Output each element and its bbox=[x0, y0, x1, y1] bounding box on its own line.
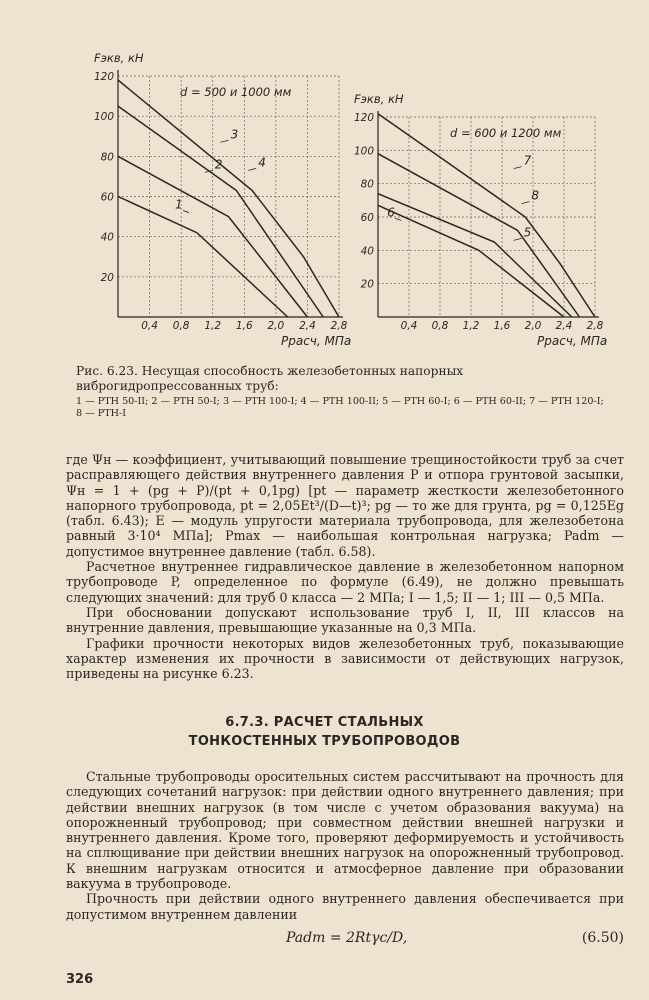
series-label-leader bbox=[521, 202, 529, 204]
section-heading-line1: 6.7.3. РАСЧЕТ СТАЛЬНЫХ bbox=[225, 715, 424, 730]
chart-title: d = 500 и 1000 мм bbox=[180, 85, 292, 99]
formula-6-50 bbox=[66, 930, 624, 950]
chart-title: d = 600 и 1200 мм bbox=[450, 126, 562, 140]
series-label-leader bbox=[221, 140, 229, 142]
paragraph: Стальные трубопроводы оросительных систем рассчитывают на прочность для следующих сочетаний нагрузок: при действии одного внутреннего давления; при действии внешних нагрузок (в том числе с учетом образования вакуума) на опорожненный трубопровод; при совместном действии внешней нагрузки и внутреннего давления. Кроме того, проверяют деформируемость и устойчивость на сплющивание при действии внешних нагрузок на опорожненный трубопровод. К внешним нагрузкам относится и атмосферное давление при образовании вакуума в трубопроводе. bbox=[66, 769, 624, 892]
series-label: 5 bbox=[523, 225, 532, 240]
y-tick-label: 40 bbox=[360, 245, 374, 258]
section-heading-line2: ТОНКОСТЕННЫХ ТРУБОПРОВОДОВ bbox=[188, 734, 461, 749]
series-label: 6 bbox=[387, 205, 395, 220]
paragraph: Расчетное внутреннее гидравлическое давление в железобетонном напорном трубопроводе P, определенное по формуле (6.49), не должно превышать следующих значений: для труб 0 класса — 2 МПа; I — 1,5; II — 1; III — 0,5 МПа. bbox=[66, 559, 624, 605]
y-tick-label: 120 bbox=[353, 112, 374, 124]
series-line bbox=[378, 194, 572, 317]
series-label: 3 bbox=[230, 127, 239, 142]
main-text bbox=[66, 452, 624, 681]
paragraph: где Ψн — коэффициент, учитывающий повышение трещиностойкости труб за счет расправляющего действия внутреннего давления P и отпора грунтовой засыпки, Ψн = 1 + (pg + P)/(pt + 0,1pg) [pt — параметр жесткости железобетонного напорного трубопровода, pt = 2,05Et³/(D—t)³; pg — то же для грунта, pg = 0,125Eg (табл. 6.43); E — модуль упругости материала трубопровода, для железобетона равный 3·10⁴ МПа]; Pmax — наибольшая контрольная нагрузка; Padm — допустимое внутреннее давление (табл. 6.58). bbox=[66, 452, 624, 559]
formula-number: (6.50) bbox=[581, 930, 624, 946]
y-axis-label: Fэкв, кН bbox=[94, 51, 144, 65]
x-tick-label: 1,2 bbox=[462, 320, 480, 332]
y-tick-label: 60 bbox=[100, 191, 114, 204]
y-tick-label: 100 bbox=[93, 111, 114, 124]
chart-right bbox=[354, 92, 607, 348]
x-axis-label: Pрасч, МПа bbox=[281, 334, 352, 348]
x-tick-label: 1,6 bbox=[235, 320, 253, 332]
series-line bbox=[378, 114, 595, 317]
x-tick-label: 2,8 bbox=[586, 320, 604, 332]
y-tick-label: 80 bbox=[100, 151, 114, 164]
y-tick-label: 20 bbox=[360, 278, 374, 291]
series-label: 4 bbox=[258, 155, 266, 170]
series-line bbox=[118, 197, 288, 318]
series-label-leader bbox=[183, 211, 189, 213]
x-tick-label: 0,8 bbox=[431, 320, 449, 332]
y-tick-label: 20 bbox=[100, 271, 114, 284]
series-label: 2 bbox=[214, 157, 223, 172]
paragraph: Прочность при действии одного внутреннего давления обеспечивается при допустимом внутреннем давлении bbox=[66, 891, 624, 922]
series-label-leader bbox=[395, 218, 401, 220]
chart-left bbox=[94, 51, 351, 348]
series-label: 7 bbox=[523, 153, 532, 168]
figure-6-23 bbox=[0, 0, 649, 360]
y-tick-label: 60 bbox=[360, 212, 374, 224]
figure-legend: 1 — РТН 50-II; 2 — РТН 50-I; 3 — РТН 100-I; 4 — РТН 100-II; 5 — РТН 60-I; 6 — РТН 60-II; 7 — РТН 120-I; 8 — РТН-I bbox=[76, 396, 604, 419]
x-tick-label: 1,2 bbox=[204, 320, 222, 332]
x-tick-label: 2,4 bbox=[299, 320, 316, 332]
section-text bbox=[66, 769, 624, 922]
series-label-leader bbox=[514, 238, 522, 240]
series-label-leader bbox=[514, 167, 522, 169]
figure-caption: Рис. 6.23. Несущая способность железобетонных напорных виброгидропрессованных труб: bbox=[76, 364, 464, 393]
y-tick-label: 40 bbox=[100, 231, 114, 244]
x-tick-label: 1,6 bbox=[493, 320, 511, 332]
x-tick-label: 2,8 bbox=[330, 320, 348, 332]
x-tick-label: 2,0 bbox=[524, 320, 542, 332]
x-tick-label: 0,4 bbox=[400, 320, 418, 332]
x-tick-label: 2,4 bbox=[555, 320, 573, 332]
formula-expression: Padm = 2Rtγc/D, bbox=[286, 930, 408, 946]
y-tick-label: 80 bbox=[360, 178, 374, 191]
y-axis-label: Fэкв, кН bbox=[354, 92, 404, 106]
series-label: 8 bbox=[531, 188, 540, 203]
series-label-leader bbox=[248, 168, 256, 170]
series-line bbox=[118, 80, 339, 317]
x-axis-label: Pрасч, МПа bbox=[537, 334, 608, 348]
series-label: 1 bbox=[175, 197, 183, 212]
paragraph: Графики прочности некоторых видов железобетонных труб, показывающие характер изменения их прочности в зависимости от действующих нагрузок, приведены на рисунке 6.23. bbox=[66, 635, 624, 682]
y-tick-label: 100 bbox=[353, 145, 374, 158]
x-tick-label: 2,0 bbox=[267, 320, 285, 332]
page-number: 326 bbox=[66, 972, 94, 987]
paragraph: При обосновании допускают использование труб I, II, III классов на внутренние давления, превышающие указанные на 0,3 МПа. bbox=[66, 604, 624, 636]
y-tick-label: 120 bbox=[93, 71, 114, 83]
x-tick-label: 0,4 bbox=[141, 320, 158, 332]
x-tick-label: 0,8 bbox=[172, 320, 190, 332]
